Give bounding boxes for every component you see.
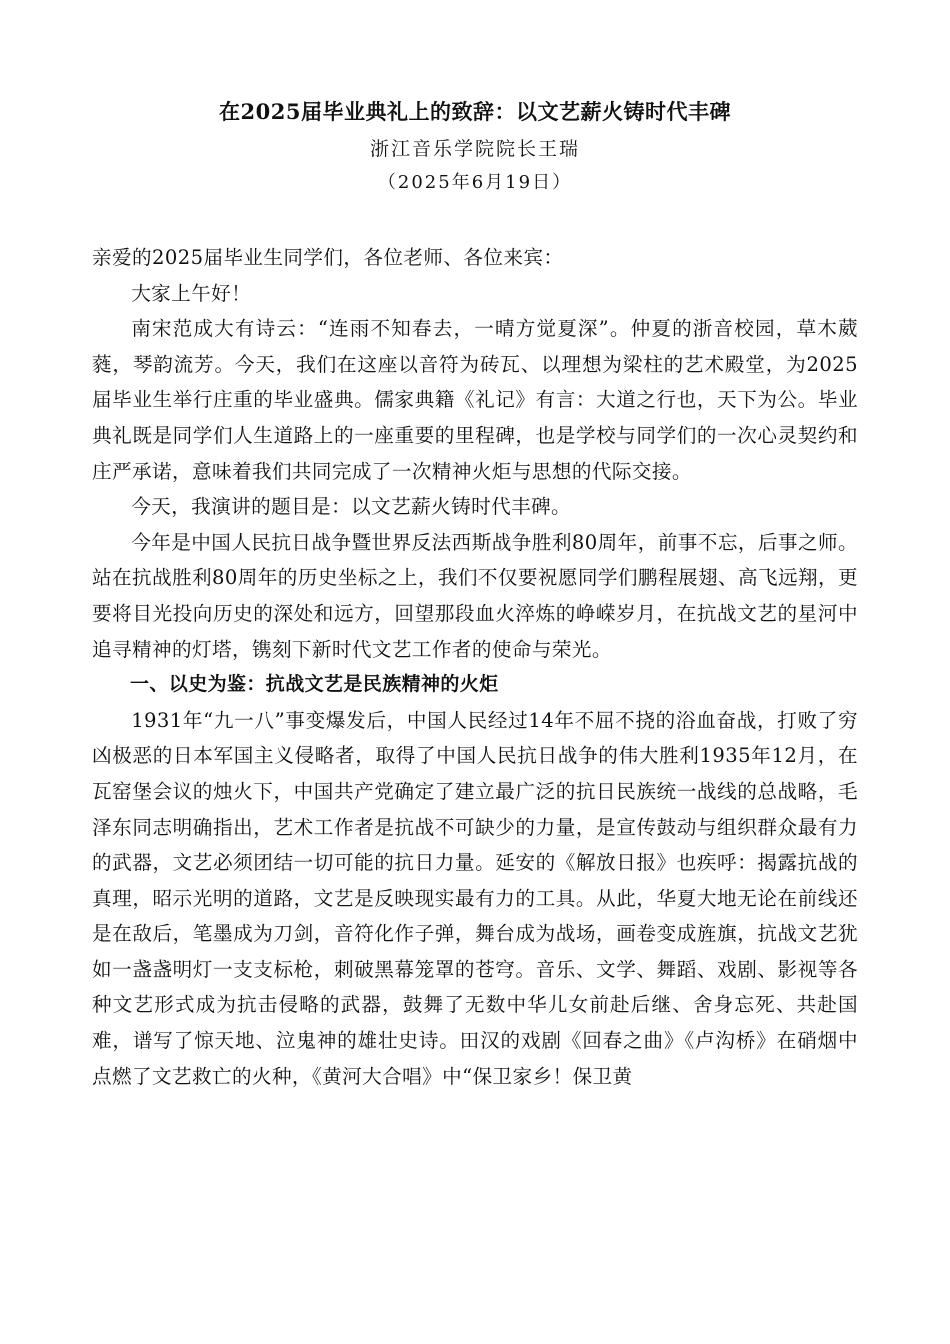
body-paragraph: 今天，我演讲的题目是：以文艺薪火铸时代丰碑。 — [131, 495, 572, 519]
body-paragraph: 今年是中国人民抗日战争暨世界反法西斯战争胜利80周年，前事不忘，后事之师。站在抗战胜利80周年的历史坐标之上，我们不仅要祝愿同学们鹏程展翅、高飞远翔，更要将目光投向历史的深处和远方，回望那段血火淬炼的峥嵘岁月，在抗战文艺的星河中追寻精神的灯塔，镌刻下新时代文艺工作者的使命与荣光。 — [92, 530, 858, 661]
body-paragraph: 1931年“九一八”事变爆发后，中国人民经过14年不屈不挠的浴血奋战，打败了穷凶极恶的日本军国主义侵略者，取得了中国人民抗日战争的伟大胜利1935年12月，在瓦窑堡会议的烛火下，中国共产党确定了建立最广泛的抗日民族统一战线的总战略，毛泽东同志明确指出，艺术工作者是抗战不可缺少的力量，是宣传鼓动与组织群众最有力的武器，文艺必须团结一切可能的抗日力量。延安的《解放日报》也疾呼：揭露抗战的真理，昭示光明的道路，文艺是反映现实最有力的工具。从此，华夏大地无论在前线还是在敌后，笔墨成为刀剑，音符化作子弹，舞台成为战场，画卷变成旌旗，抗战文艺犹如一盏盏明灯一支支标枪，刺破黑幕笼罩的苍穹。音乐、文学、舞蹈、戏剧、影视等各种文艺形式成为抗击侵略的武器，鼓舞了无数中华儿女前赴后继、舍身忘死、共赴国难，谱写了惊天地、泣鬼神的雄壮史诗。田汉的戏剧《回春之曲》《卢沟桥》在硝烟中点燃了文艺救亡的火种，《黄河大合唱》中“保卫家乡！保卫黄 — [92, 708, 858, 1088]
section-heading: 一、以史为鉴：抗战文艺是民族精神的火炬 — [130, 673, 499, 696]
document-title: 在2025届毕业典礼上的致辞：以文艺薪火铸时代丰碑 — [219, 99, 731, 124]
title-spacer — [92, 200, 858, 240]
document-body — [92, 240, 858, 1094]
greeting: 大家上午好！ — [131, 281, 252, 305]
body-paragraph: 南宋范成大有诗云：“连雨不知春去，一晴方觉夏深”。仲夏的浙音校园，草木葳蕤，琴韵流芳。今天，我们在这座以音符为砖瓦、以理想为梁柱的艺术殿堂，为2025届毕业生举行庄重的毕业盛典。儒家典籍《礼记》有言：大道之行也，天下为公。毕业典礼既是同学们人生道路上的一座重要的里程碑，也是学校与同学们的一次心灵契约和庄严承诺，意味着我们共同完成了一次精神火炬与思想的代际交接。 — [92, 317, 858, 483]
document-author: 浙江音乐学院院长王瑞 — [369, 138, 580, 160]
salutation: 亲爱的2025届毕业生同学们，各位老师、各位来宾： — [92, 246, 564, 269]
document-page — [92, 92, 858, 1094]
document-date: （2025年6月19日） — [377, 172, 573, 193]
